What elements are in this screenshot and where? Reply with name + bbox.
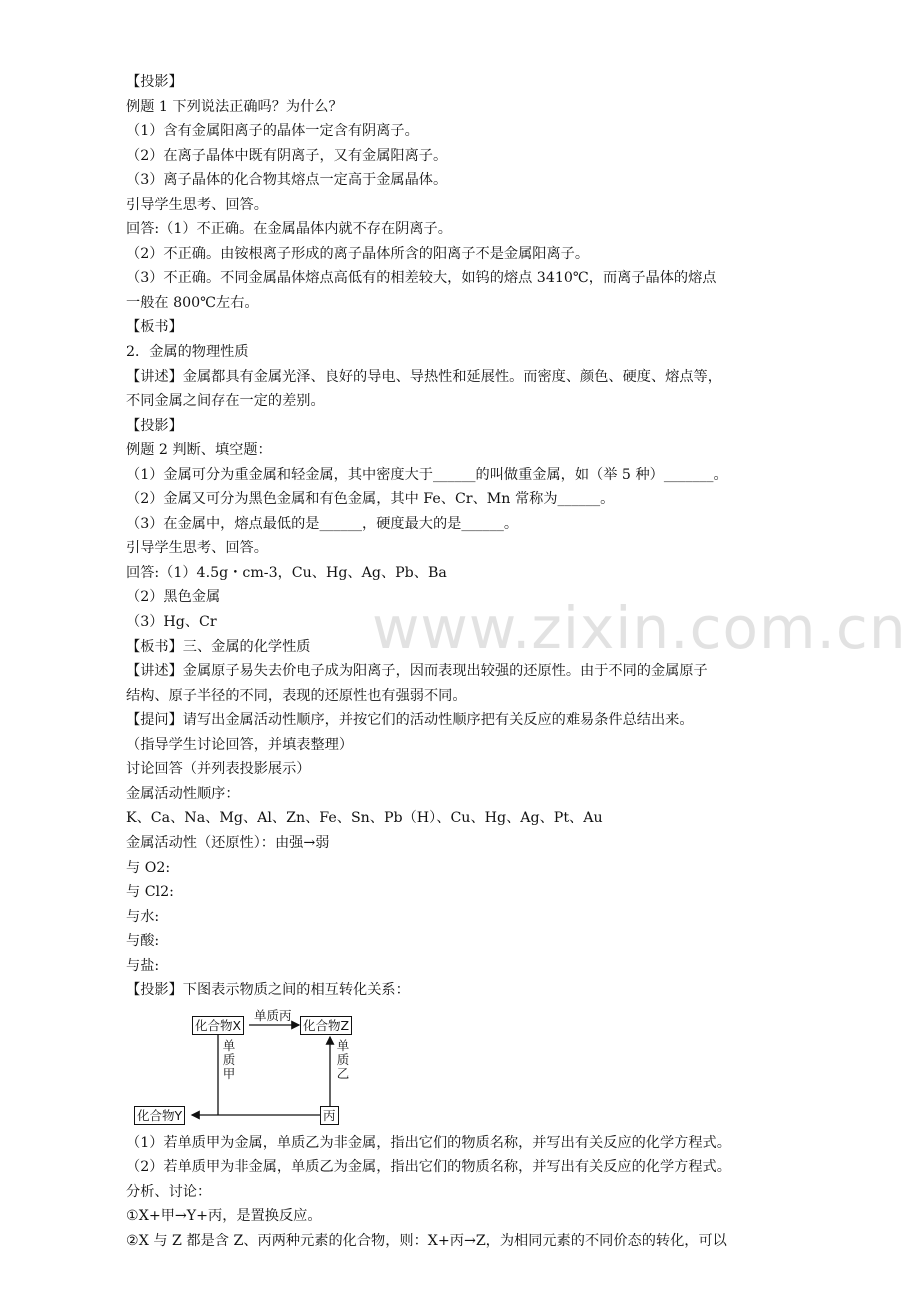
text-line: 与盐: (126, 957, 160, 974)
text-block-a (126, 70, 806, 1003)
text-line: （指导学生讨论回答，并填表整理） (126, 736, 354, 753)
label-left-danzhi-jia (222, 1039, 236, 1081)
text-line: （2）在离子晶体中既有阴离子，又有金属阳离子。 (126, 147, 448, 164)
text-line: 【讲述】金属都具有金属光泽、良好的导电、导热性和延展性。而密度、颜色、硬度、熔点等， (126, 368, 722, 385)
text-line: （3）Hg、Cr (126, 614, 217, 631)
text-line: 一般在 800℃左右。 (126, 294, 259, 311)
label-left-char: 质 (222, 1051, 236, 1067)
text-line: 【讲述】金属原子易失去价电子成为阳离子，因而表现出较强的还原性。由于不同的金属原子 (126, 663, 708, 680)
text-line: 与酸: (126, 933, 160, 950)
label-right-danzhi-yi (336, 1039, 350, 1081)
text-line: 【提问】请写出金属活动性顺序，并按它们的活动性顺序把有关反应的难易条件总结出来。 (126, 712, 694, 729)
text-line: 回答:（1）不正确。在金属晶体内就不存在阴离子。 (126, 221, 452, 238)
text-line: （1）金属可分为重金属和轻金属，其中密度大于______的叫做重金属，如（举 5 种）_______。 (126, 466, 728, 483)
text-line: （3）不正确。不同金属晶体熔点高低有的相差较大，如钨的熔点 3410℃，而离子晶体的熔点 (126, 270, 717, 287)
text-line: 引导学生思考、回答。 (126, 196, 268, 213)
text-line: 与 Cl2: (126, 884, 174, 901)
text-line: ①X+甲→Y+丙，是置换反应。 (126, 1208, 322, 1225)
text-line: 例题 2 判断、填空题： (126, 442, 272, 459)
text-line: 金属活动性顺序： (126, 785, 240, 802)
watermark: www.zixin.com.cn (372, 594, 907, 662)
label-right-char: 质 (336, 1051, 350, 1067)
text-line: 回答:（1）4.5g・cm-3，Cu、Hg、Ag、Pb、Ba (126, 564, 447, 581)
text-line: （1）含有金属阳离子的晶体一定含有阴离子。 (126, 123, 419, 140)
text-line: 2．金属的物理性质 (126, 344, 249, 361)
box-bing: 丙 (320, 1106, 339, 1125)
text-line: 【投影】 (126, 417, 183, 434)
text-line: 金属活动性（还原性）：由强→弱 (126, 834, 330, 851)
text-line: 分析、讨论： (126, 1183, 212, 1200)
text-line: 不同金属之间存在一定的差别。 (126, 393, 325, 410)
text-line: 与 O2: (126, 859, 171, 876)
text-line: （2）不正确。由铵根离子形成的离子晶体所含的阳离子不是金属阳离子。 (126, 245, 590, 262)
box-compound-x: 化合物X (192, 1016, 244, 1035)
text-line: （3）在金属中，熔点最低的是______，硬度最大的是______。 (126, 515, 519, 532)
label-left-char: 甲 (222, 1065, 236, 1081)
label-right-char: 单 (336, 1037, 350, 1053)
text-line: （2）金属又可分为黑色金属和有色金属，其中 Fe、Cr、Mn 常称为______。 (126, 491, 615, 508)
text-line: （1）若单质甲为金属，单质乙为非金属，指出它们的物质名称，并写出有关反应的化学方程式。 (126, 1134, 731, 1151)
text-line: 结构、原子半径的不同，表现的还原性也有强弱不同。 (126, 687, 467, 704)
label-left-char: 单 (222, 1037, 236, 1053)
text-line: 【板书】 (126, 319, 183, 336)
text-line: ②X 与 Z 都是含 Z、丙两种元素的化合物，则：X+丙→Z，为相同元素的不同价态的转化，可以 (126, 1232, 727, 1249)
text-line: 例题 1 下列说法正确吗？为什么？ (126, 98, 343, 115)
text-line: （2）若单质甲为非金属，单质乙为金属，指出它们的物质名称，并写出有关反应的化学方程式。 (126, 1159, 731, 1176)
text-line: 引导学生思考、回答。 (126, 540, 268, 557)
document-page (126, 70, 806, 1254)
text-block-b (126, 1131, 806, 1254)
box-compound-z: 化合物Z (300, 1016, 352, 1035)
text-line: K、Ca、Na、Mg、Al、Zn、Fe、Sn、Pb（H）、Cu、Hg、Ag、Pt、Au (126, 810, 603, 827)
text-line: （3）离子晶体的化合物其熔点一定高于金属晶体。 (126, 172, 448, 189)
label-top-danzhi-bing: 单质丙 (254, 1007, 292, 1023)
text-line: 【投影】 (126, 74, 183, 90)
text-line: 【板书】三、金属的化学性质 (126, 638, 311, 655)
text-line: 讨论回答（并列表投影展示） (126, 761, 311, 778)
conversion-diagram (134, 1005, 374, 1127)
box-compound-y: 化合物Y (134, 1106, 185, 1125)
text-line: （2）黑色金属 (126, 589, 221, 606)
text-line: 与水: (126, 908, 160, 925)
label-right-char: 乙 (336, 1065, 350, 1081)
text-line: 【投影】下图表示物质之间的相互转化关系： (126, 982, 410, 999)
